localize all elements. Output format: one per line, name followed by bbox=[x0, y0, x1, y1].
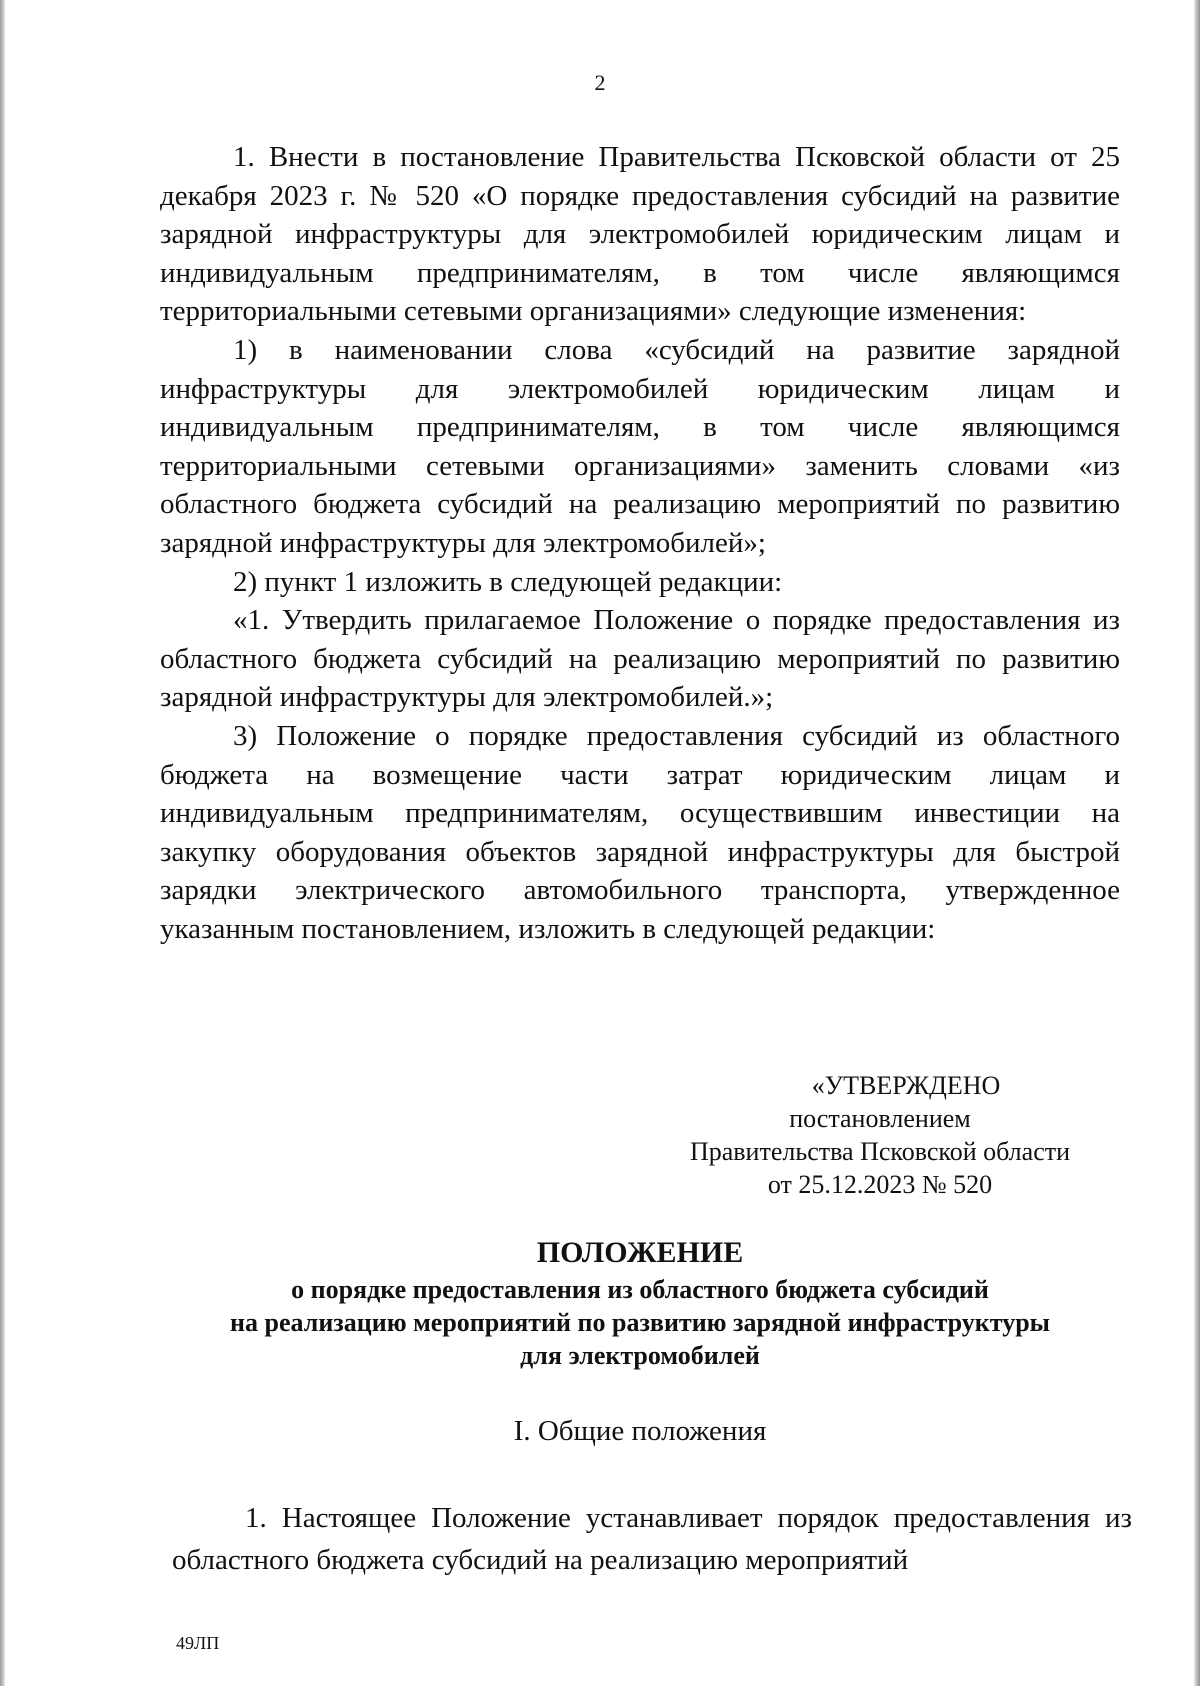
approval-line-government: Правительства Псковской области bbox=[689, 1137, 1071, 1166]
document-body bbox=[160, 138, 1120, 948]
regulation-heading bbox=[160, 1235, 1120, 1372]
section-title: I. Общие положения bbox=[513, 1415, 767, 1447]
page-number: 2 bbox=[594, 70, 606, 95]
scan-edge-left bbox=[0, 0, 5, 1686]
scan-edge-right bbox=[1194, 0, 1200, 1686]
paragraph-amendment-intro: 1. Внести в постановление Правительства Псковской области от 25 декабря 2023 г. № 520 «О порядке предоставления субсидий на развитие зарядной инфраструктуры для электромобилей юридическим лицам и индивидуальным предпринимателям, в том числе являющимся территориальными сетевыми организациями» следующие изменения: bbox=[160, 141, 1120, 328]
regulation-subtitle-line-1: о порядке предоставления из областного бюджета субсидий bbox=[291, 1275, 989, 1304]
approval-line-approved: «УТВЕРЖДЕНО bbox=[811, 1071, 1001, 1100]
section-paragraph-1: 1. Настоящее Положение устанавливает порядок предоставления из областного бюджета субсидий на реализацию мероприятий bbox=[172, 1502, 1132, 1576]
approval-line-decree: постановлением bbox=[789, 1104, 971, 1133]
paragraph-amendment-2-text: «1. Утвердить прилагаемое Положение о порядке предоставления из областного бюджета субсидий на реализацию мероприятий по развитию зарядной инфраструктуры для электромобилей.»; bbox=[160, 604, 1120, 714]
section-body bbox=[172, 1497, 1132, 1581]
approval-block bbox=[640, 1069, 1120, 1201]
approval-line-date: от 25.12.2023 № 520 bbox=[767, 1170, 993, 1199]
footer-document-code: 49ЛП bbox=[176, 1633, 220, 1653]
paragraph-amendment-2: 2) пункт 1 изложить в следующей редакции: bbox=[233, 565, 783, 598]
paragraph-amendment-1: 1) в наименовании слова «субсидий на развитие зарядной инфраструктуры для электромобилей юридическим лицам и индивидуальным предпринимателям, в том числе являющимся территориальными сетевыми организациями» заменить словами «из областного бюджета субсидий на реализацию мероприятий по развитию зарядной инфраструктуры для электромобилей»; bbox=[160, 333, 1120, 559]
paragraph-amendment-3: 3) Положение о порядке предоставления субсидий из областного бюджета на возмещение части затрат юридическим лицам и индивидуальным предпринимателям, осуществившим инвестиции на закупку оборудования объектов зарядной инфраструктуры для быстрой зарядки электрического автомобильного транспорта, утвержденное указанным постановлением, изложить в следующей редакции: bbox=[160, 719, 1120, 945]
regulation-subtitle-line-2: на реализацию мероприятий по развитию зарядной инфраструктуры bbox=[230, 1308, 1050, 1337]
regulation-title: ПОЛОЖЕНИЕ bbox=[536, 1236, 744, 1269]
regulation-subtitle-line-3: для электромобилей bbox=[520, 1341, 760, 1370]
